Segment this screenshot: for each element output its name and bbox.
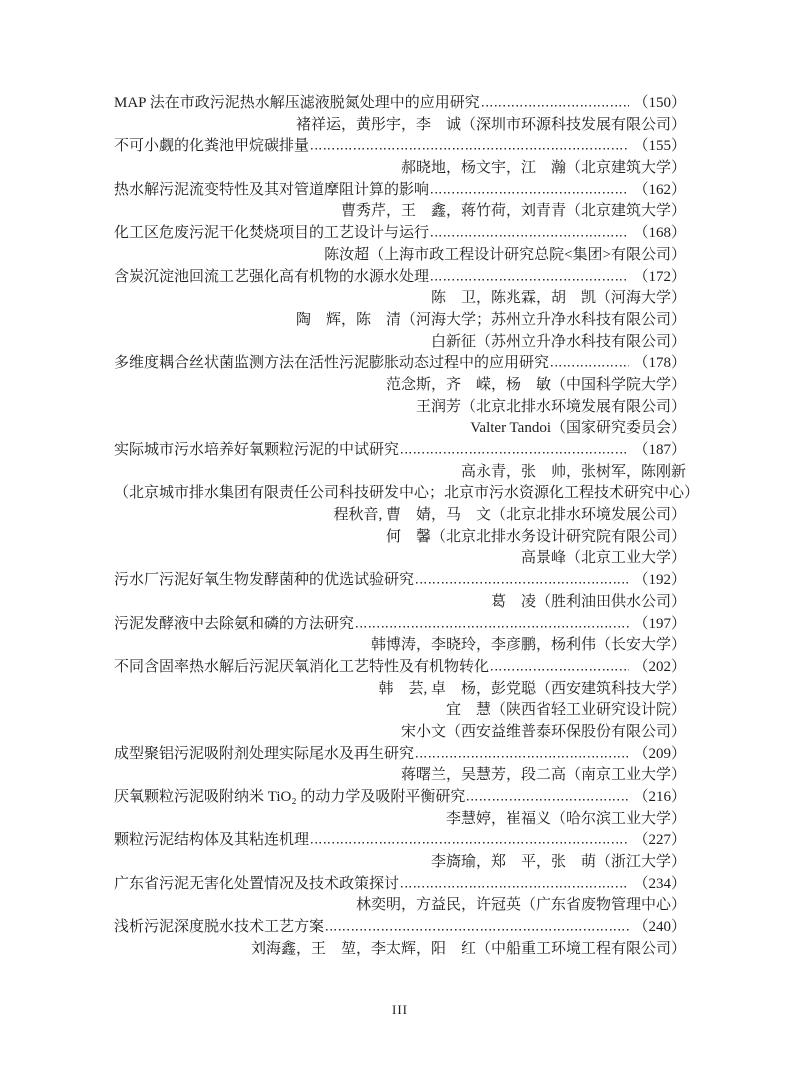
entry-title: 不可小觑的化粪池甲烷碳排量	[114, 138, 310, 155]
toc-entry-author-row	[114, 592, 686, 614]
dot-leader	[431, 227, 629, 241]
dot-leader	[416, 574, 629, 588]
entry-authors: 高永青，张 帅，张树军，陈刚新	[460, 463, 686, 480]
entry-title: 广东省污泥无害化处置情况及技术政策探讨	[114, 875, 400, 892]
toc-entry-author-row	[114, 418, 686, 440]
entry-title: 化工区危废污泥干化焚烧项目的工艺设计与运行	[114, 225, 430, 242]
dot-leader	[311, 834, 629, 848]
dot-leader	[467, 791, 629, 805]
page-footer	[0, 1002, 800, 1018]
entry-title: 含炭沉淀池回流工艺强化高有机物的水源水处理	[114, 268, 430, 285]
entry-authors: 高景峰（北京工业大学）	[520, 550, 686, 567]
entry-page-number: （162）	[633, 181, 686, 198]
entry-page-number: （192）	[633, 572, 686, 589]
toc-entry-author-row	[114, 679, 686, 701]
dot-leader	[401, 444, 629, 458]
dot-leader	[401, 878, 629, 892]
entry-title: 不同含固率热水解后污泥厌氧消化工艺特性及有机物转化	[114, 658, 490, 675]
entry-authors: 曹秀芹，王 鑫，蒋竹荷，刘青青（北京建筑大学）	[340, 203, 686, 220]
toc-entry-title-row	[114, 353, 686, 375]
entry-title: 污泥发酵液中去除氨和磷的方法研究	[114, 615, 355, 632]
entry-authors: Valter Tandoi（国家研究委员会）	[470, 420, 686, 437]
toc-entry-title-row	[114, 744, 686, 766]
toc-list	[114, 93, 700, 961]
toc-entry-author-row	[114, 310, 686, 332]
dot-leader	[431, 184, 629, 198]
entry-authors: 蒋曙兰，吴慧芳，段二高（南京工业大学）	[400, 767, 686, 784]
entry-authors: 王润芳（北京北排水环境发展有限公司）	[415, 398, 686, 415]
toc-entry-author-row	[114, 635, 686, 657]
dot-leader	[356, 617, 629, 631]
toc-entry-title-row	[114, 223, 686, 245]
entry-page-number: （150）	[633, 95, 686, 111]
entry-page-number: （172）	[633, 268, 686, 285]
dot-leader	[416, 747, 629, 761]
entry-authors: 刘海鑫，王 堃，李太辉，阳 红（中船重工环境工程有限公司）	[250, 940, 686, 957]
toc-entry-title-row	[114, 136, 686, 158]
toc-entry-author-row	[114, 548, 686, 570]
entry-page-number: （240）	[633, 919, 686, 936]
entry-page-number: （168）	[633, 225, 686, 242]
entry-authors: 宋小文（西安益维普泰环保股份有限公司）	[400, 723, 686, 740]
toc-entry-author-row	[114, 375, 686, 397]
toc-entry-author-row	[114, 483, 700, 505]
entry-authors: 韩博涛，李晓玲，李彦鹏，杨利伟（长安大学）	[370, 637, 686, 654]
entry-title: 污水厂污泥好氧生物发酵菌种的优选试验研究	[114, 572, 415, 589]
dot-leader	[551, 357, 629, 371]
entry-page-number: （197）	[633, 615, 686, 632]
entry-page-number: （227）	[633, 832, 686, 849]
toc-entry-author-row	[114, 939, 686, 961]
toc-entry-author-row	[114, 462, 686, 484]
entry-authors: 李旖瑜，郑 平，张 萌（浙江大学）	[430, 854, 686, 871]
entry-title: 热水解污泥流变特性及其对管道摩阻计算的影响	[114, 181, 430, 198]
dot-leader	[311, 140, 629, 154]
dot-leader	[482, 97, 630, 111]
toc-entry-title-row	[114, 917, 686, 939]
entry-title: 厌氧颗粒污泥吸附纳米 TiO₂ 的动力学及吸附平衡研究	[114, 789, 466, 805]
toc-entry-author-row	[114, 765, 686, 787]
toc-entry-title-row	[114, 180, 686, 202]
entry-title: 多维度耦合丝状菌监测方法在活性污泥膨胀动态过程中的应用研究	[114, 355, 550, 372]
toc-entry-author-row	[114, 722, 686, 744]
toc-entry-author-row	[114, 527, 686, 549]
toc-entry-title-row	[114, 830, 686, 852]
dot-leader	[431, 270, 629, 284]
entry-page-number: （234）	[633, 875, 686, 892]
entry-title: 浅析污泥深度脱水技术工艺方案	[114, 919, 325, 936]
entry-page-number: （178）	[633, 355, 686, 372]
entry-title: 颗粒污泥结构体及其粘连机理	[114, 832, 310, 849]
toc-entry-author-row	[114, 809, 686, 831]
dot-leader	[491, 661, 629, 675]
toc-entry-author-row	[114, 288, 686, 310]
toc-entry-title-row	[114, 787, 686, 809]
entry-page-number: （216）	[633, 789, 686, 805]
entry-authors: 韩 芸, 卓 杨，彭党聪（西安建筑科技大学）	[378, 680, 686, 697]
entry-authors: 李慧婷，崔福义（哈尔滨工业大学）	[445, 810, 686, 827]
entry-authors: （北京城市排水集团有限责任公司科技研发中心；北京市污水资源化工程技术研究中心）	[114, 485, 700, 502]
entry-authors: 陈汝超（上海市政工程设计研究总院<集团>有限公司）	[324, 246, 686, 263]
toc-entry-author-row	[114, 397, 686, 419]
toc-entry-title-row	[114, 657, 686, 679]
entry-page-number: （155）	[633, 138, 686, 155]
entry-title: 成型聚铝污泥吸附剂处理实际尾水及再生研究	[114, 745, 415, 762]
entry-authors: 陈 卫，陈兆霖，胡 凯（河海大学）	[430, 290, 686, 307]
toc-entry-author-row	[114, 852, 686, 874]
toc-entry-author-row	[114, 700, 686, 722]
toc-entry-title-row	[114, 614, 686, 636]
toc-entry-title-row	[114, 440, 686, 462]
entry-authors: 林奕明，方益民，许冠英（广东省废物管理中心）	[355, 897, 686, 914]
entry-authors: 郝晓地，杨文宇，江 瀚（北京建筑大学）	[400, 160, 686, 177]
toc-entry-author-row	[114, 895, 686, 917]
entry-authors: 程秋音, 曹 婧，马 文（北京北排水环境发展公司）	[333, 507, 686, 524]
toc-entry-author-row	[114, 158, 686, 180]
entry-authors: 陶 辉，陈 清（河海大学；苏州立升净水科技有限公司）	[295, 311, 686, 328]
entry-title: 实际城市污水培养好氧颗粒污泥的中试研究	[114, 442, 400, 458]
toc-entry-author-row	[114, 505, 686, 527]
toc-entry-title-row	[114, 874, 686, 896]
toc-entry-author-row	[114, 332, 686, 354]
entry-title: MAP 法在市政污泥热水解压滤液脱氮处理中的应用研究	[114, 95, 480, 111]
entry-page-number: （187）	[633, 442, 686, 458]
entry-authors: 范念斯，齐 嵘，杨 敏（中国科学院大学）	[385, 376, 686, 393]
entry-page-number: （209）	[633, 745, 686, 762]
toc-entry-title-row	[114, 93, 686, 115]
entry-authors: 白新征（苏州立升净水科技有限公司）	[430, 333, 686, 350]
toc-entry-author-row	[114, 201, 686, 223]
entry-authors: 何 馨（北京北排水务设计研究院有限公司）	[385, 528, 686, 545]
entry-authors: 褚祥运，黄彤宇，李 诚（深圳市环源科技发展有限公司）	[295, 116, 686, 133]
toc-entry-author-row	[114, 115, 686, 137]
toc-entry-title-row	[114, 267, 686, 289]
entry-page-number: （202）	[633, 658, 686, 675]
toc-entry-title-row	[114, 570, 686, 592]
toc-entry-author-row	[114, 245, 686, 267]
page-number: III	[392, 1002, 408, 1017]
entry-authors: 葛 凌（胜利油田供水公司）	[490, 593, 686, 610]
entry-authors: 宜 慧（陕西省轻工业研究设计院）	[445, 702, 686, 719]
dot-leader	[326, 921, 629, 935]
